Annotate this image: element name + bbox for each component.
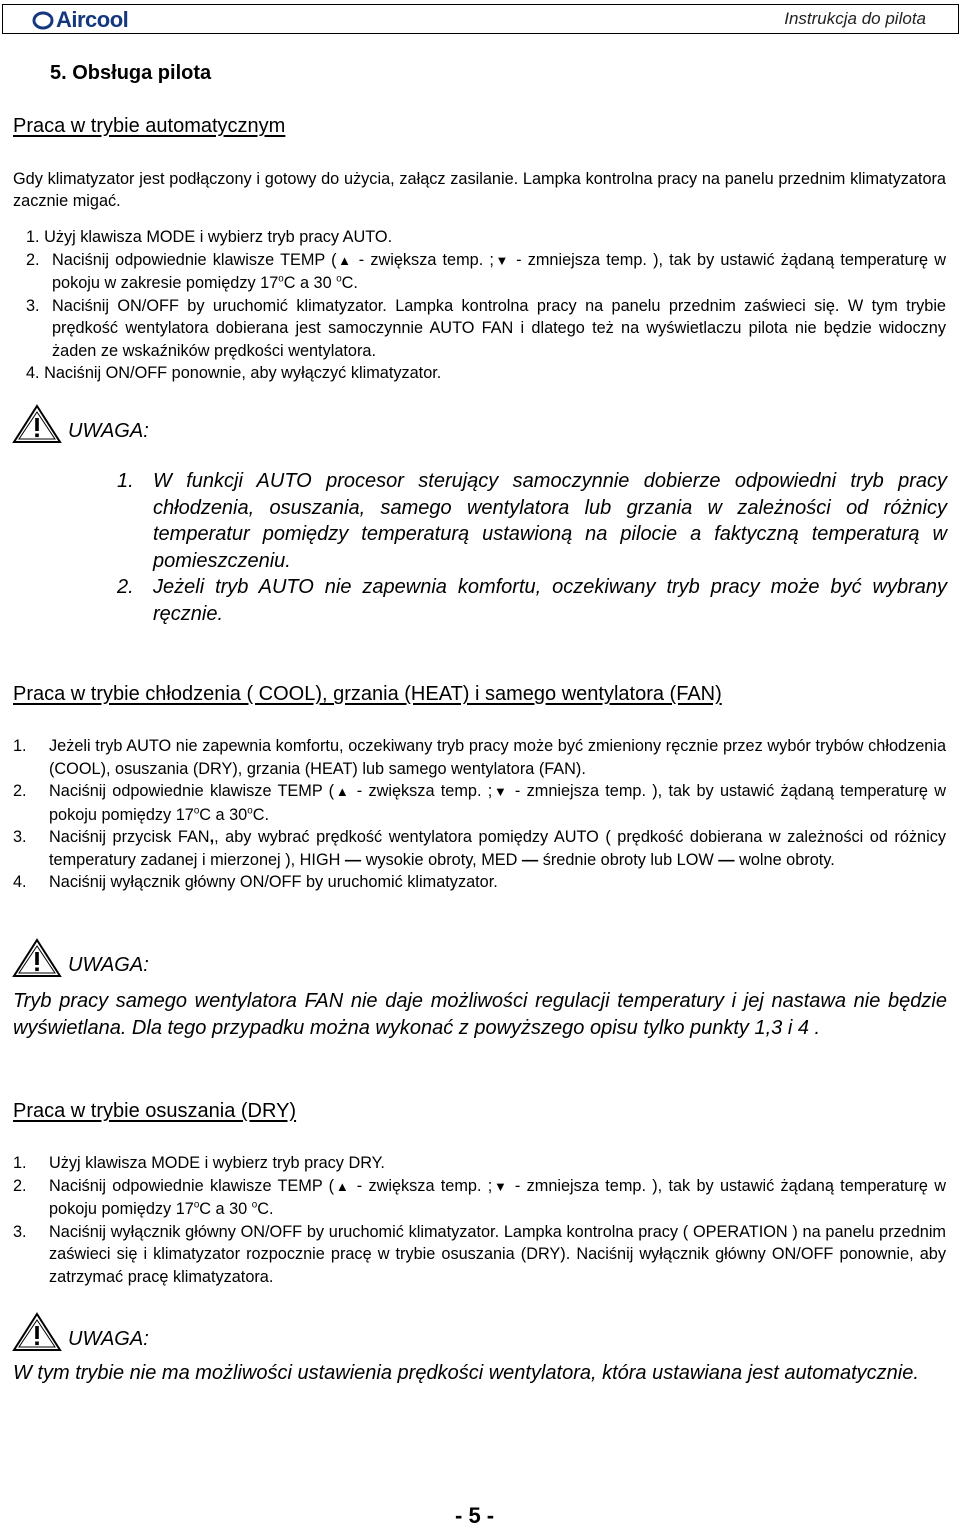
dry-mode-heading: Praca w trybie osuszania (DRY) — [13, 1100, 297, 1122]
dry-warning-text: W tym trybie nie ma możliwości ustawienia prędkości wentylatora, która ustawiana jest automatycznie. — [13, 1362, 919, 1384]
warning-triangle-icon — [12, 1312, 62, 1352]
triangle-down-icon: ▼ — [493, 252, 511, 268]
cool-mode-heading: Praca w trybie chłodzenia ( COOL), grzania (HEAT) i samego wentylatora (FAN) — [13, 683, 722, 705]
auto-step-3 — [26, 295, 946, 363]
cool-steps-list — [13, 735, 946, 894]
list-number: 3. — [26, 296, 40, 315]
page-number: - 5 - — [455, 1503, 495, 1528]
dry-step-2 — [13, 1175, 946, 1221]
warning-block-3 — [12, 1312, 149, 1352]
section-title: 5. Obsługa pilota — [50, 62, 212, 84]
dry-step-3-text: Naciśnij wyłącznik główny ON/OFF by uruchomić klimatyzator. Lampka kontrolna pracy ( OPERATION ) na panelu przednim zaświeci się i klimatyzator rozpocznie pracę w trybie osuszania (DRY). Naciśnij wyłącznik główny ON/OFF ponownie, aby zatrzymać pracę klimatyzatora. — [49, 1222, 946, 1286]
triangle-down-icon: ▼ — [492, 1178, 509, 1194]
dry-step-1-text: Użyj klawisza MODE i wybierz tryb pracy DRY. — [49, 1154, 385, 1172]
auto-step-4: 4. Naciśnij ON/OFF ponownie, aby wyłączyć klimatyzator. — [26, 364, 442, 382]
list-number: 3. — [13, 828, 27, 846]
triangle-down-icon: ▼ — [492, 784, 509, 799]
document-title: Instrukcja do pilota — [784, 9, 926, 28]
list-number: 2. — [13, 1176, 27, 1195]
auto-intro-text: Gdy klimatyzator jest podłączony i gotowy do użycia, załącz zasilanie. Lampka kontrolna pracy na panelu przednim klimatyzatora zacznie migać. — [13, 170, 946, 210]
list-number: 1. — [117, 470, 134, 492]
cool-step-4-text: Naciśnij wyłącznik główny ON/OFF by uruchomić klimatyzator. — [49, 873, 498, 891]
list-number: 2. — [26, 250, 40, 269]
auto-mode-heading: Praca w trybie automatycznym — [13, 115, 286, 137]
cool-step-4 — [13, 871, 946, 894]
list-number: 4. — [13, 873, 27, 891]
triangle-up-icon: ▲ — [334, 1178, 351, 1194]
auto-note-1 — [117, 468, 947, 574]
cool-step-2 — [13, 780, 946, 826]
auto-note-2-text: Jeżeli tryb AUTO nie zapewnia komfortu, oczekiwany tryb pracy może być wybrany ręcznie. — [153, 576, 947, 625]
warning-triangle-icon — [12, 404, 62, 444]
triangle-up-icon: ▲ — [336, 252, 353, 268]
dry-step-2-text: Naciśnij odpowiednie klawisze TEMP (▲ - zwiększa temp. ;▼ - zmniejsza temp. ), tak by ustawić żądaną temperaturę w pokoju pomiędzy 17$^o$C a 30 $^o$C. — [49, 1176, 946, 1218]
cool-step-2-text: Naciśnij odpowiednie klawisze TEMP (▲ - zwiększa temp. ;▼ - zmniejsza temp. ), tak by ustawić żądaną temperaturę w pokoju pomiędzy 17$^o$C a 30$^o$C. — [49, 782, 946, 824]
auto-notes-list — [117, 468, 947, 627]
auto-intro-paragraph — [13, 168, 946, 212]
brand-logo — [32, 8, 128, 32]
list-number: 1. — [13, 737, 27, 755]
warning-label: UWAGA: — [68, 954, 149, 976]
cool-step-3-text: Naciśnij przycisk FAN,, aby wybrać prędkość wentylatora pomiędzy AUTO ( prędkość dobierana w zależności od różnicy temperatury zadanej i mierzonej ), HIGH — wysokie obroty, MED — średnie obroty lub LOW — wolne obroty. — [49, 828, 946, 869]
logo-mark-icon — [32, 11, 54, 30]
warning-block-1 — [12, 404, 149, 444]
warning-triangle-icon — [12, 938, 62, 978]
list-number: 2. — [117, 576, 134, 598]
auto-step-2-text: Naciśnij odpowiednie klawisze TEMP (▲ - zwiększa temp. ;▼ - zmniejsza temp. ), tak by ustawić żądaną temperaturę w pokoju w zakresie pomiędzy 17$^o$C a 30 $^o$C. — [52, 250, 946, 292]
cool-warning-text: Tryb pracy samego wentylatora FAN nie daje możliwości regulacji temperatury i jej nastawa nie będzie wyświetlana. Dla tego przypadku można wykonać z powyższego opisu tylko punkty 1,3 i 4 . — [13, 990, 947, 1039]
brand-name: Aircool — [56, 7, 129, 32]
auto-step-1: 1. Użyj klawisza MODE i wybierz tryb pracy AUTO. — [26, 228, 393, 246]
warning-block-2 — [12, 938, 149, 978]
dry-steps-list — [13, 1152, 946, 1288]
list-number: 3. — [13, 1222, 27, 1241]
dry-step-1 — [13, 1152, 946, 1175]
auto-note-1-text: W funkcji AUTO procesor sterujący samoczynnie dobierze odpowiedni tryb pracy chłodzenia, osuszania, samego wentylatora lub grzania w zależności od różnicy temperatur pomiędzy temperaturą ustawioną na pilocie a faktyczną temperaturą w pomieszczeniu. — [153, 470, 947, 572]
auto-note-2 — [117, 574, 947, 627]
triangle-up-icon: ▲ — [334, 784, 351, 799]
cool-step-1-text: Jeżeli tryb AUTO nie zapewnia komfortu, oczekiwany tryb pracy może być zmieniony ręcznie przez wybór trybów chłodzenia (COOL), osuszania (DRY), grzania (HEAT) lub samego wentylatora (FAN). — [49, 737, 946, 778]
warning-label: UWAGA: — [68, 1328, 149, 1350]
dry-step-3 — [13, 1221, 946, 1289]
warning-label: UWAGA: — [68, 420, 149, 442]
auto-step-3-text: Naciśnij ON/OFF by uruchomić klimatyzator. Lampka kontrolna pracy na panelu przednim zaświeci się. W tym trybie prędkość wentylatora dobierana jest samoczynnie AUTO FAN i dlatego też na wyświetlaczu pilota nie będzie widoczny żaden ze wskaźników prędkości wentylatora. — [52, 296, 946, 360]
list-number: 2. — [13, 782, 27, 800]
auto-step-2 — [26, 249, 946, 295]
list-number: 1. — [13, 1154, 27, 1172]
auto-steps-list — [26, 226, 946, 385]
cool-step-3 — [13, 826, 946, 871]
cool-step-1 — [13, 735, 946, 780]
